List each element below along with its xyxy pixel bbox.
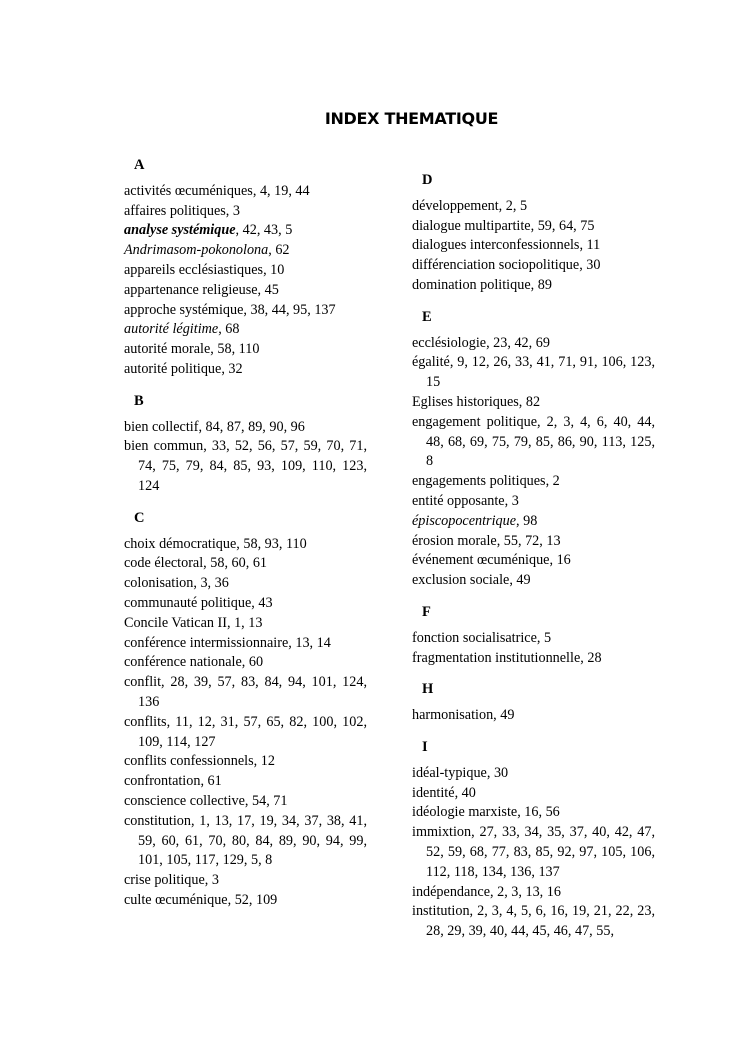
- index-entry: [412, 413, 655, 472]
- index-term: constitution: [124, 812, 191, 829]
- index-term: harmonisation: [412, 707, 494, 724]
- index-term: confrontation: [124, 773, 201, 790]
- index-term: analyse systémique: [124, 222, 236, 239]
- left-column: [124, 156, 367, 923]
- index-entry: [124, 221, 367, 241]
- section-letter: A: [134, 157, 145, 173]
- index-pages: , 23, 42, 69: [486, 334, 550, 351]
- index-term: fonction socialisatrice: [412, 629, 537, 646]
- index-entry: [412, 236, 655, 256]
- index-section: [412, 738, 655, 942]
- index-term: domination politique: [412, 276, 531, 293]
- index-pages: , 61: [200, 773, 222, 790]
- index-entry: [412, 902, 655, 942]
- index-pages: , 28: [580, 649, 602, 666]
- section-letter: E: [422, 308, 432, 325]
- index-term: conflit: [124, 674, 162, 691]
- index-entry: [412, 803, 655, 823]
- index-pages: , 49: [509, 572, 531, 589]
- index-pages: , 13, 14: [288, 634, 331, 651]
- index-pages: , 3, 36: [193, 575, 229, 592]
- index-entry: [412, 764, 655, 784]
- index-entry: [124, 653, 367, 673]
- index-term: événement œcuménique: [412, 552, 550, 569]
- index-pages: , 2, 3, 4, 5, 6, 16, 19, 21, 22, 23, 28, 29, 39, 40, 44, 45, 46, 47, 55,: [426, 903, 655, 940]
- index-term: immixtion: [412, 824, 472, 841]
- index-term: dialogues interconfessionnels: [412, 237, 580, 254]
- index-pages: , 11, 12, 31, 57, 65, 82, 100, 102, 109, 114, 127: [138, 713, 367, 750]
- index-pages: , 3: [225, 202, 240, 219]
- index-entry: [124, 792, 367, 812]
- index-section: [412, 308, 655, 591]
- index-pages: , 38, 44, 95, 137: [243, 301, 336, 318]
- index-pages: , 10: [263, 261, 285, 278]
- index-pages: , 82: [518, 393, 541, 410]
- section-letter: H: [422, 681, 434, 698]
- index-term: érosion morale: [412, 532, 497, 549]
- index-pages: , 30: [486, 764, 509, 781]
- index-term: Andrimasom-pokonolona: [124, 242, 269, 259]
- index-term: indépendance: [412, 883, 490, 900]
- index-entry: [412, 197, 655, 217]
- index-term: conférence intermissionnaire: [124, 634, 289, 651]
- index-entry: [412, 629, 655, 649]
- index-term: conflits: [124, 713, 167, 730]
- index-pages: , 40: [454, 784, 476, 801]
- index-entry: [124, 891, 367, 911]
- index-entry: [124, 281, 367, 301]
- index-section: [412, 171, 655, 296]
- section-letter: C: [134, 509, 145, 526]
- index-entry: [124, 554, 367, 574]
- index-pages: , 52, 109: [227, 891, 278, 908]
- index-pages: , 33, 52, 56, 57, 59, 70, 71, 74, 75, 79, 84, 85, 93, 109, 110, 123, 124: [138, 438, 368, 494]
- index-section: [124, 509, 367, 911]
- index-pages: , 2, 5: [498, 197, 528, 214]
- index-pages: , 9, 12, 26, 33, 41, 71, 91, 106, 123, 15: [426, 354, 655, 391]
- index-pages: , 16, 56: [517, 804, 560, 821]
- index-entry: [124, 340, 367, 360]
- index-term: engagements politiques: [412, 473, 546, 490]
- index-term: conscience collective: [124, 792, 245, 809]
- index-section: [412, 603, 655, 668]
- index-term: bien collectif: [124, 418, 199, 435]
- index-entry: [124, 812, 367, 871]
- index-pages: , 58, 110: [210, 341, 260, 358]
- index-term: dialogue multipartite: [412, 217, 531, 234]
- index-entry: [412, 784, 655, 804]
- index-section: [124, 156, 367, 380]
- index-pages: , 89: [530, 276, 552, 293]
- index-pages: , 42, 43, 5: [235, 222, 293, 239]
- index-pages: , 4, 19, 44: [252, 182, 310, 199]
- index-pages: , 59, 64, 75: [530, 217, 595, 234]
- index-term: culte œcuménique: [124, 891, 228, 908]
- index-pages: , 28, 39, 57, 83, 84, 94, 101, 124, 136: [138, 674, 367, 710]
- index-term: engagement politique: [412, 413, 538, 430]
- index-pages: , 54, 71: [244, 792, 288, 809]
- index-pages: , 1, 13, 17, 19, 34, 37, 38, 41, 59, 60, 61, 70, 80, 84, 89, 90, 94, 99, 101, 105, 117, 129, 5, 8: [138, 812, 367, 869]
- index-pages: , 30: [579, 257, 601, 274]
- index-entry: [124, 713, 367, 753]
- index-entry: [124, 182, 367, 202]
- index-entry: [124, 241, 367, 261]
- index-pages: , 62: [268, 242, 290, 259]
- index-term: institution: [412, 903, 470, 920]
- index-section: [124, 392, 367, 497]
- index-term: exclusion sociale: [412, 572, 510, 589]
- section-letter: D: [422, 172, 433, 188]
- index-pages: , 2, 3, 4, 6, 40, 44, 48, 68, 69, 75, 79, 85, 86, 90, 113, 125, 8: [426, 413, 655, 470]
- index-term: développement: [412, 197, 499, 214]
- index-entry: [124, 261, 367, 281]
- index-term: conférence nationale: [124, 654, 242, 671]
- index-entry: [412, 492, 655, 512]
- index-entry: [412, 276, 655, 296]
- index-term: ecclésiologie: [412, 334, 487, 351]
- index-entry: [412, 217, 655, 237]
- index-entry: [412, 551, 655, 571]
- index-term: idéologie marxiste: [412, 804, 518, 821]
- index-entry: [412, 353, 655, 393]
- index-term: autorité légitime: [124, 321, 219, 338]
- index-entry: [412, 823, 655, 882]
- index-entry: [124, 752, 367, 772]
- index-entry: [124, 772, 367, 792]
- section-letter: B: [134, 392, 144, 409]
- index-pages: , 60: [241, 654, 264, 671]
- index-entry: [124, 320, 367, 340]
- index-term: bien commun: [124, 438, 204, 455]
- index-term: Eglises historiques: [412, 393, 519, 410]
- index-pages: , 58, 60, 61: [203, 555, 268, 572]
- index-term: colonisation: [124, 575, 194, 592]
- index-pages: , 12: [253, 753, 275, 770]
- index-term: communauté politique: [124, 594, 252, 611]
- index-pages: , 2: [545, 473, 560, 490]
- index-term: appareils ecclésiastiques: [124, 261, 264, 278]
- index-pages: , 58, 93, 110: [236, 535, 307, 552]
- right-column: [412, 171, 655, 954]
- index-entry: [412, 334, 655, 354]
- index-term: autorité politique: [124, 360, 222, 377]
- index-term: activités œcuméniques: [124, 182, 253, 199]
- index-term: identité: [412, 784, 455, 801]
- index-entry: [124, 437, 367, 496]
- index-pages: , 68: [218, 321, 240, 338]
- index-entry: [412, 472, 655, 492]
- index-pages: , 43: [251, 594, 273, 611]
- index-entry: [124, 202, 367, 222]
- index-pages: , 45: [257, 281, 279, 298]
- index-pages: , 16: [549, 552, 571, 569]
- index-section: [412, 680, 655, 726]
- index-pages: , 5: [536, 629, 552, 646]
- index-term: affaires politiques: [124, 202, 226, 219]
- index-entry: [412, 532, 655, 552]
- index-pages: , 84, 87, 89, 90, 96: [198, 418, 305, 435]
- index-entry: [124, 574, 367, 594]
- index-entry: [412, 256, 655, 276]
- page-title: INDEX THEMATIQUE: [324, 109, 499, 128]
- index-term: choix démocratique: [124, 535, 237, 552]
- section-letter: F: [422, 603, 431, 620]
- index-entry: [124, 614, 367, 634]
- index-entry: [124, 673, 367, 713]
- index-entry: [124, 634, 367, 654]
- index-pages: , 3: [204, 872, 219, 889]
- index-term: autorité morale: [124, 341, 211, 358]
- index-pages: , 2, 3, 13, 16: [490, 883, 561, 900]
- index-term: crise politique: [124, 872, 205, 889]
- index-term: épiscopocentrique: [412, 512, 517, 529]
- index-entry: [412, 571, 655, 591]
- index-pages: , 3: [504, 492, 519, 509]
- index-term: approche systémique: [124, 301, 244, 318]
- index-entry: [124, 535, 367, 555]
- index-entry: [124, 418, 367, 438]
- section-letter: I: [422, 738, 428, 755]
- index-term: code électoral: [124, 555, 204, 572]
- index-pages: , 55, 72, 13: [496, 532, 561, 549]
- index-term: fragmentation institutionnelle: [412, 649, 581, 666]
- index-pages: , 32: [221, 360, 243, 377]
- index-pages: , 27, 33, 34, 35, 37, 40, 42, 47, 52, 59, 68, 77, 83, 85, 92, 97, 105, 106, 112, 118, 134, 136, 137: [426, 824, 655, 880]
- index-pages: , 11: [579, 237, 601, 254]
- index-entry: [412, 706, 655, 726]
- index-entry: [412, 512, 655, 532]
- index-entry: [412, 649, 655, 669]
- index-term: appartenance religieuse: [124, 281, 258, 298]
- index-term: Concile Vatican II: [124, 614, 227, 631]
- index-term: conflits confessionnels: [124, 753, 254, 770]
- index-term: égalité: [412, 354, 450, 371]
- index-pages: , 1, 13: [226, 614, 263, 631]
- index-entry: [412, 393, 655, 413]
- index-entry: [412, 883, 655, 903]
- index-entry: [124, 594, 367, 614]
- index-pages: , 49: [493, 707, 515, 724]
- index-pages: , 98: [516, 512, 538, 529]
- index-entry: [124, 301, 367, 321]
- index-entry: [124, 871, 367, 891]
- index-term: différenciation sociopolitique: [412, 257, 580, 274]
- index-entry: [124, 360, 367, 380]
- index-term: entité opposante: [412, 492, 505, 509]
- index-term: idéal-typique: [412, 764, 487, 781]
